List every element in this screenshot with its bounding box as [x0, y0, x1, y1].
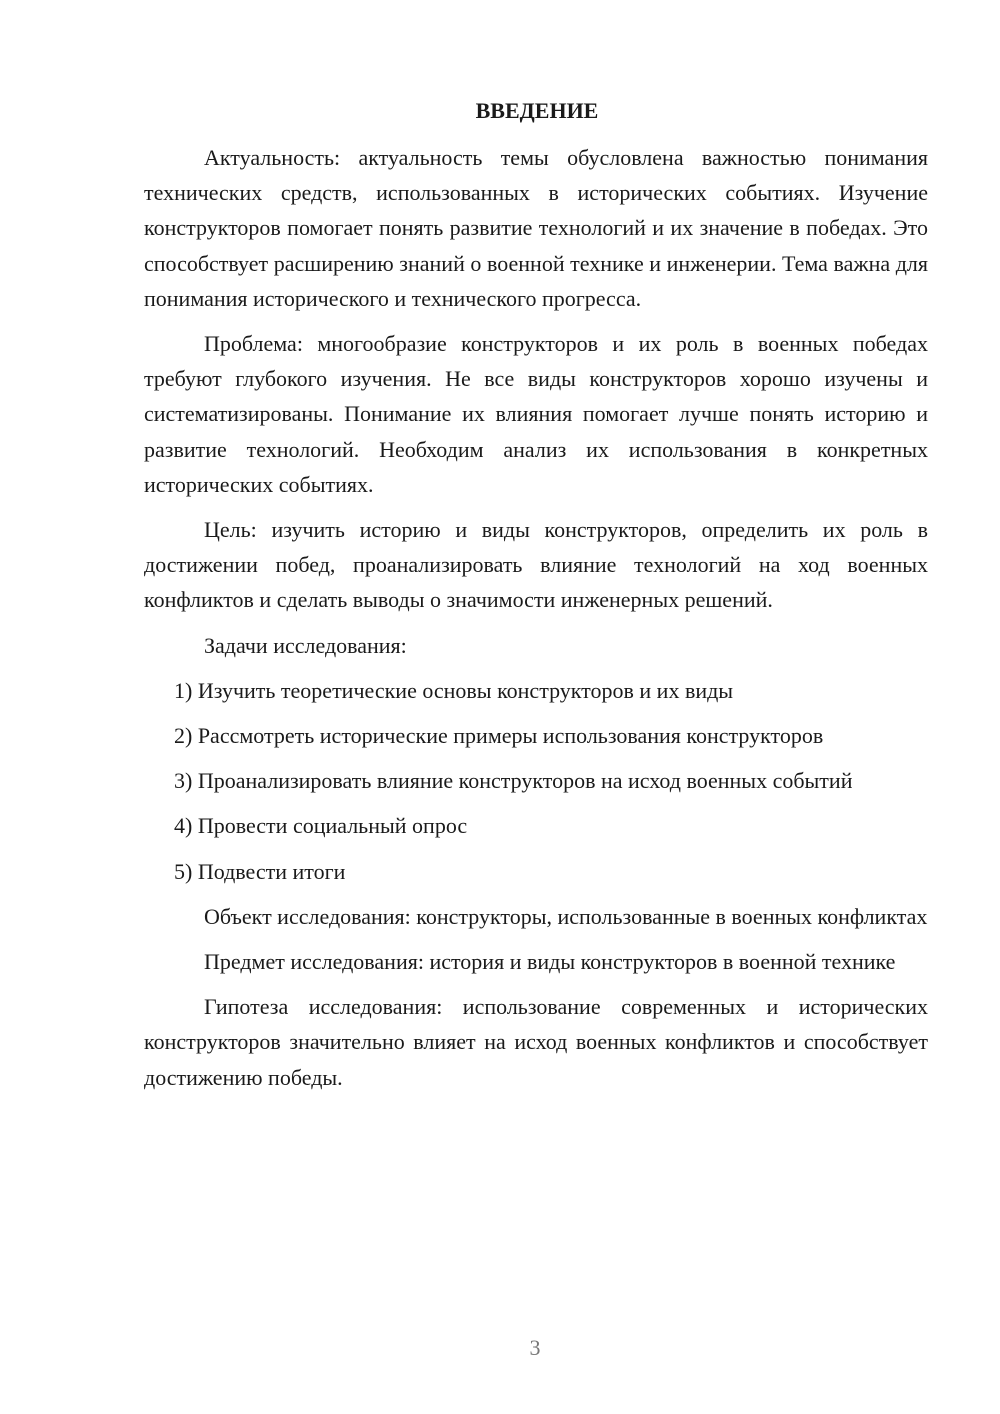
paragraph-goal: Цель: изучить историю и виды конструкторов, определить их роль в достижении побед, проанализировать влияние технологий на ход военных конфликтов и сделать выводы о значимости инженерных решений.: [144, 517, 928, 613]
paragraph-subject: Предмет исследования: история и виды конструкторов в военной технике: [204, 949, 896, 975]
task-item-1: 1) Изучить теоретические основы конструкторов и их виды: [174, 677, 734, 703]
page-number: 3: [529, 1335, 541, 1360]
document-page: [144, 96, 928, 1105]
task-item-4: 4) Провести социальный опрос: [174, 813, 468, 839]
task-item-2: 2) Рассмотреть исторические примеры использования конструкторов: [174, 723, 824, 749]
paragraph-relevance: Актуальность: актуальность темы обусловлена важностью понимания технических средств, использованных в исторических событиях. Изучение конструкторов помогает понять развитие технологий и их значение в победах. Это способствует расширению знаний о военной технике и инженерии. Тема важна для понимания исторического и технического прогресса.: [144, 145, 928, 311]
paragraph-problem: Проблема: многообразие конструкторов и их роль в военных победах требуют глубокого изучения. Не все виды конструкторов хорошо изучены и систематизированы. Понимание их влияния помогает лучше понять историю и развитие технологий. Необходим анализ их использования в конкретных исторических событиях.: [144, 331, 928, 497]
paragraph-object: Объект исследования: конструкторы, использованные в военных конфликтах: [204, 903, 928, 929]
task-item-3: 3) Проанализировать влияние конструкторов на исход военных событий: [174, 768, 853, 794]
tasks-heading: Задачи исследования:: [204, 632, 407, 658]
task-item-5: 5) Подвести итоги: [174, 858, 346, 884]
section-title: ВВЕДЕНИЕ: [475, 98, 599, 123]
paragraph-hypothesis: Гипотеза исследования: использование современных и исторических конструкторов значительно влияет на исход военных конфликтов и способствует достижению победы.: [144, 994, 928, 1090]
